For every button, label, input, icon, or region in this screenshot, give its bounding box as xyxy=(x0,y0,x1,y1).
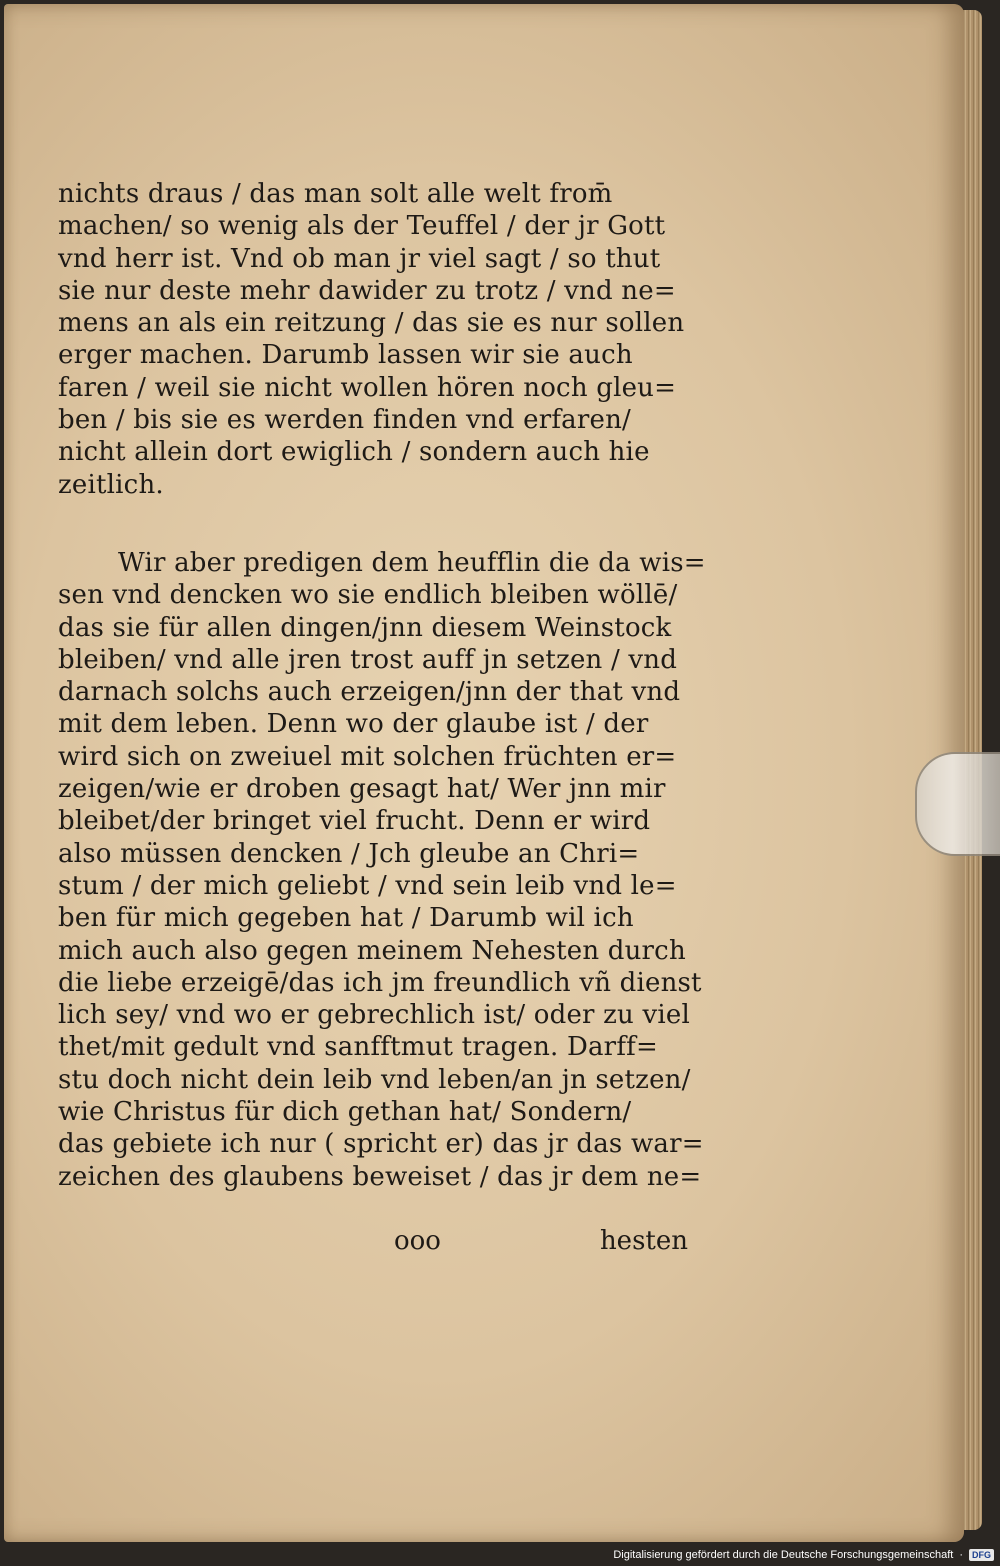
text-line: zeigen/wie er droben gesagt hat/ Wer jnn mir xyxy=(58,774,666,805)
text-line: wird sich on zweiuel mit solchen früchten er= xyxy=(58,741,677,772)
text-line: lich sey/ vnd wo er gebrechlich ist/ oder zu viel xyxy=(58,1000,690,1031)
text-line: machen/ so wenig als der Teuffel / der jr Gott xyxy=(58,211,666,242)
text-line: Wir aber predigen dem heufflin die da wis= xyxy=(118,547,706,578)
dfg-logo-icon: DFG xyxy=(969,1549,994,1561)
text-line: mens an als ein reitzung / das sie es nur sollen xyxy=(58,308,685,339)
text-line: das gebiete ich nur ( spricht er) das jr das war= xyxy=(58,1129,704,1160)
page-clip-tab xyxy=(915,752,1000,856)
text-line: stum / der mich geliebt / vnd sein leib vnd le= xyxy=(58,870,677,901)
text-line: darnach solchs auch erzeigen/jnn der that vnd xyxy=(58,677,681,708)
text-line: die liebe erzeigē/das ich jm freundlich vñ dienst xyxy=(58,967,702,998)
text-line: sie nur deste mehr dawider zu trotz / vnd ne= xyxy=(58,275,676,306)
credit-text: Digitalisierung gefördert durch die Deutsche Forschungsgemeinschaft xyxy=(613,1549,954,1561)
text-line: ben für mich gegeben hat / Darumb wil ich xyxy=(58,903,634,934)
paragraph-1 xyxy=(58,178,708,501)
credit-separator: · xyxy=(959,1549,963,1561)
text-line: nicht allein dort ewiglich / sondern auch hie xyxy=(58,437,650,468)
text-line: faren / weil sie nicht wollen hören noch gleu= xyxy=(58,372,677,403)
text-line: mich auch also gegen meinem Nehesten durch xyxy=(58,935,686,966)
text-line: zeitlich. xyxy=(58,469,164,500)
text-line: also müssen dencken / Jch gleube an Chri= xyxy=(58,838,640,869)
text-line: thet/mit gedult vnd sanfftmut tragen. Darff= xyxy=(58,1032,658,1063)
page-footer xyxy=(58,1226,688,1260)
signature-mark: ooo xyxy=(394,1226,441,1256)
text-line: nichts draus / das man solt alle welt from̄ xyxy=(58,179,613,209)
text-line: stu doch nicht dein leib vnd leben/an jn setzen/ xyxy=(58,1064,691,1095)
text-line: das sie für allen dingen/jnn diesem Weinstock xyxy=(58,612,672,643)
catchword: hesten xyxy=(599,1226,688,1256)
digitization-credit xyxy=(611,1546,996,1564)
text-line: ben / bis sie es werden finden vnd erfaren/ xyxy=(58,405,631,436)
text-line: zeichen des glaubens beweiset / das jr dem ne= xyxy=(58,1161,702,1192)
text-line: erger machen. Darumb lassen wir sie auch xyxy=(58,340,633,371)
text-line: bleibet/der bringet viel frucht. Denn er wird xyxy=(58,806,651,837)
text-line: mit dem leben. Denn wo der glaube ist / der xyxy=(58,709,649,740)
paragraph-2 xyxy=(58,547,708,1193)
text-line: wie Christus für dich gethan hat/ Sondern/ xyxy=(58,1097,632,1128)
text-line: sen vnd dencken wo sie endlich bleiben wöllē/ xyxy=(58,580,678,611)
paragraph-gap xyxy=(58,501,708,547)
text-line: bleiben/ vnd alle jren trost auff jn setzen / vnd xyxy=(58,644,678,675)
text-line: vnd herr ist. Vnd ob man jr viel sagt / so thut xyxy=(58,243,661,274)
page-text xyxy=(58,178,708,1193)
